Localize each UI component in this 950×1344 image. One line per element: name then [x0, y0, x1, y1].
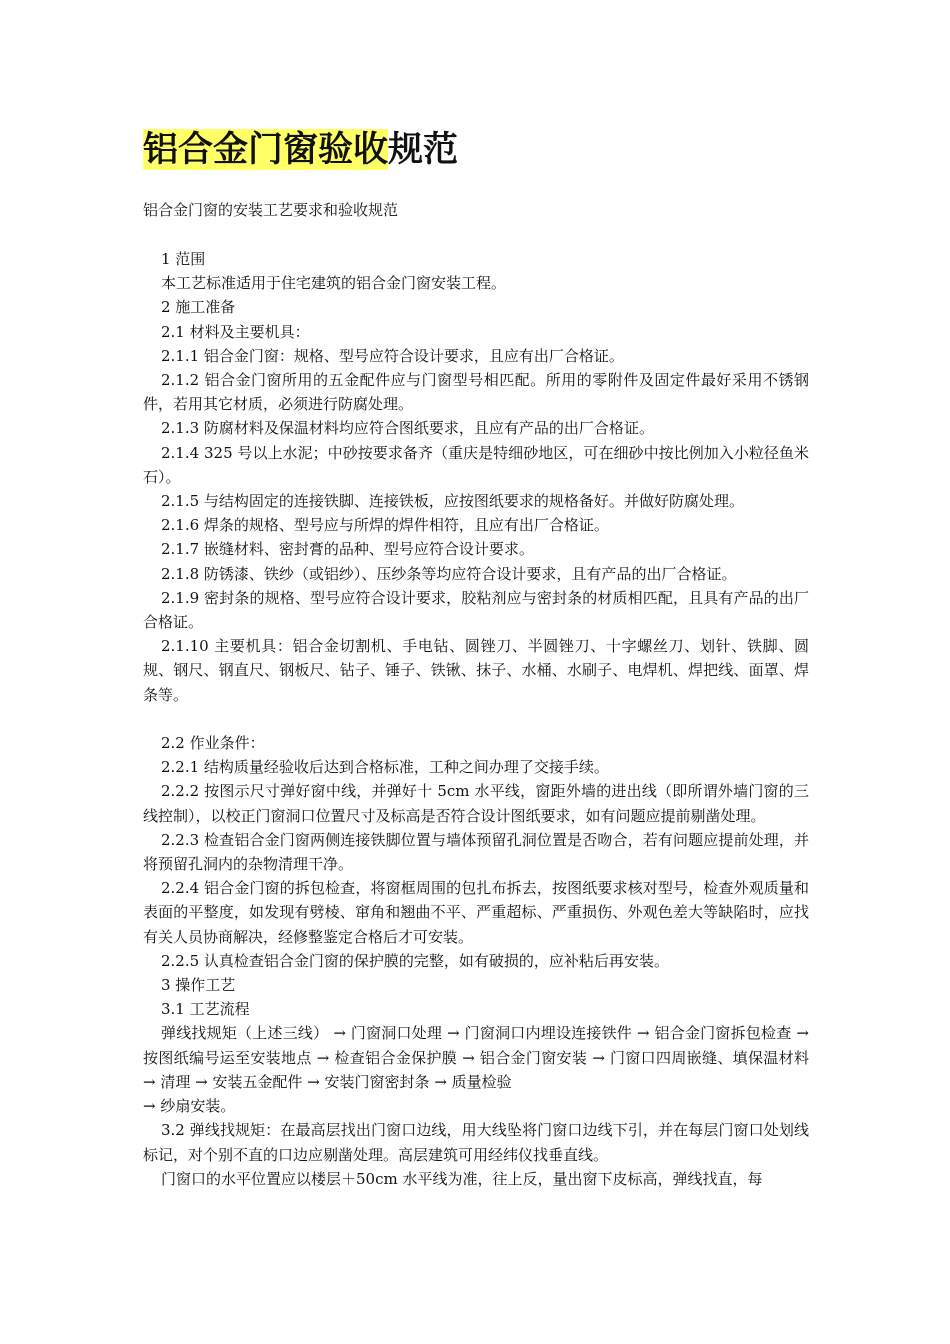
blank-line — [143, 707, 809, 731]
paragraph: 2.2 作业条件： — [161, 734, 265, 753]
paragraph: 3 操作工艺 — [161, 976, 236, 995]
paragraph-continuation: → 纱扇安装。 — [143, 1097, 236, 1116]
paragraph: 1 范围 — [161, 250, 206, 268]
paragraph: 2.1.9 密封条的规格、型号应符合设计要求，胶粘剂应与密封条的材质相匹配，且具有产品的出厂合格证。 — [143, 588, 809, 632]
paragraph: 2.2.2 按图示尺寸弹好窗中线，并弹好十 5cm 水平线，窗距外墙的进出线（即所谓外墙门窗的三线控制），以校正门窗洞口位置尺寸及标高是否符合设计图纸要求，如有问题应提前剔凿处理。 — [143, 782, 809, 825]
title-rest-text: 规范 — [388, 129, 459, 170]
paragraph: 2.1.10 主要机具：铝合金切割机、手电钻、圆锉刀、半圆锉刀、十字螺丝刀、划针、铁脚、圆规、钢尺、钢直尺、钢板尺、钻子、锤子、铁锹、抹子、水桶、水刷子、电焊机、焊把线、面罩、焊条等。 — [143, 637, 809, 704]
paragraph: 2.1.5 与结构固定的连接铁脚、连接铁板，应按图纸要求的规格备好。并做好防腐处理。 — [161, 492, 744, 511]
document-body — [143, 247, 809, 1191]
paragraph: 本工艺标准适用于住宅建筑的铝合金门窗安装工程。 — [161, 274, 507, 293]
page-title — [143, 126, 458, 174]
page-subtitle: 铝合金门窗的安装工艺要求和验收规范 — [143, 201, 399, 219]
paragraph: 2.2.1 结构质量经验收后达到合格标准，工种之间办理了交接手续。 — [161, 758, 609, 777]
paragraph: 2.1.3 防腐材料及保温材料均应符合图纸要求，且应有产品的出厂合格证。 — [161, 419, 654, 438]
paragraph: 2.1 材料及主要机具： — [161, 322, 310, 341]
paragraph: 2.1.7 嵌缝材料、密封膏的品种、型号应符合设计要求。 — [161, 540, 534, 559]
paragraph: 2 施工准备 — [161, 298, 236, 317]
paragraph: 弹线找规矩（上述三线） → 门窗洞口处理 → 门窗洞口内埋设连接铁件 → 铝合金门窗拆包检查 → 按图纸编号运至安装地点 → 检查铝合金保护膜 → 铝合金门窗安装 → 门窗口四周嵌缝、填保温材料 → 清理 → 安装五金配件 → 安装门窗密封条 → 质量检验 — [143, 1024, 809, 1091]
paragraph: 2.2.4 铝合金门窗的拆包检查，将窗框周围的包扎布拆去，按图纸要求核对型号，检查外观质量和表面的平整度，如发现有劈棱、窜角和翘曲不平、严重超标、严重损伤、外观色差大等缺陷时，应找有关人员协商解决，经修整鉴定合格后才可安装。 — [143, 879, 809, 946]
paragraph: 2.1.8 防锈漆、铁纱（或铝纱）、压纱条等均应符合设计要求，且有产品的出厂合格证。 — [161, 564, 737, 583]
paragraph: 3.2 弹线找规矩：在最高层找出门窗口边线，用大线坠将门窗口边线下引，并在每层门窗口处划线标记，对个别不直的口边应剔凿处理。高层建筑可用经纬仪找垂直线。 — [143, 1121, 809, 1164]
paragraph: 2.2.5 认真检查铝合金门窗的保护膜的完整，如有破损的，应补粘后再安装。 — [161, 951, 669, 970]
paragraph: 2.1.4 325 号以上水泥；中砂按要求备齐（重庆是特细砂地区，可在细砂中按比例加入小粒径鱼米石）。 — [143, 443, 809, 486]
paragraph: 3.1 工艺流程 — [161, 1000, 250, 1019]
paragraph: 2.2.3 检查铝合金门窗两侧连接铁脚位置与墙体预留孔洞位置是否吻合，若有问题应提前处理，并将预留孔洞内的杂物清理干净。 — [143, 830, 809, 874]
paragraph: 门窗口的水平位置应以楼层＋50cm 水平线为准，往上反，量出窗下皮标高，弹线找直，每 — [161, 1169, 763, 1188]
paragraph: 2.1.1 铝合金门窗：规格、型号应符合设计要求，且应有出厂合格证。 — [161, 346, 624, 365]
title-highlighted-text: 铝合金门窗验收 — [143, 129, 389, 170]
paragraph: 2.1.2 铝合金门窗所用的五金配件应与门窗型号相匹配。所用的零附件及固定件最好采用不锈钢件，若用其它材质，必须进行防腐处理。 — [143, 371, 809, 414]
paragraph: 2.1.6 焊条的规格、型号应与所焊的焊件相符，且应有出厂合格证。 — [161, 516, 609, 535]
